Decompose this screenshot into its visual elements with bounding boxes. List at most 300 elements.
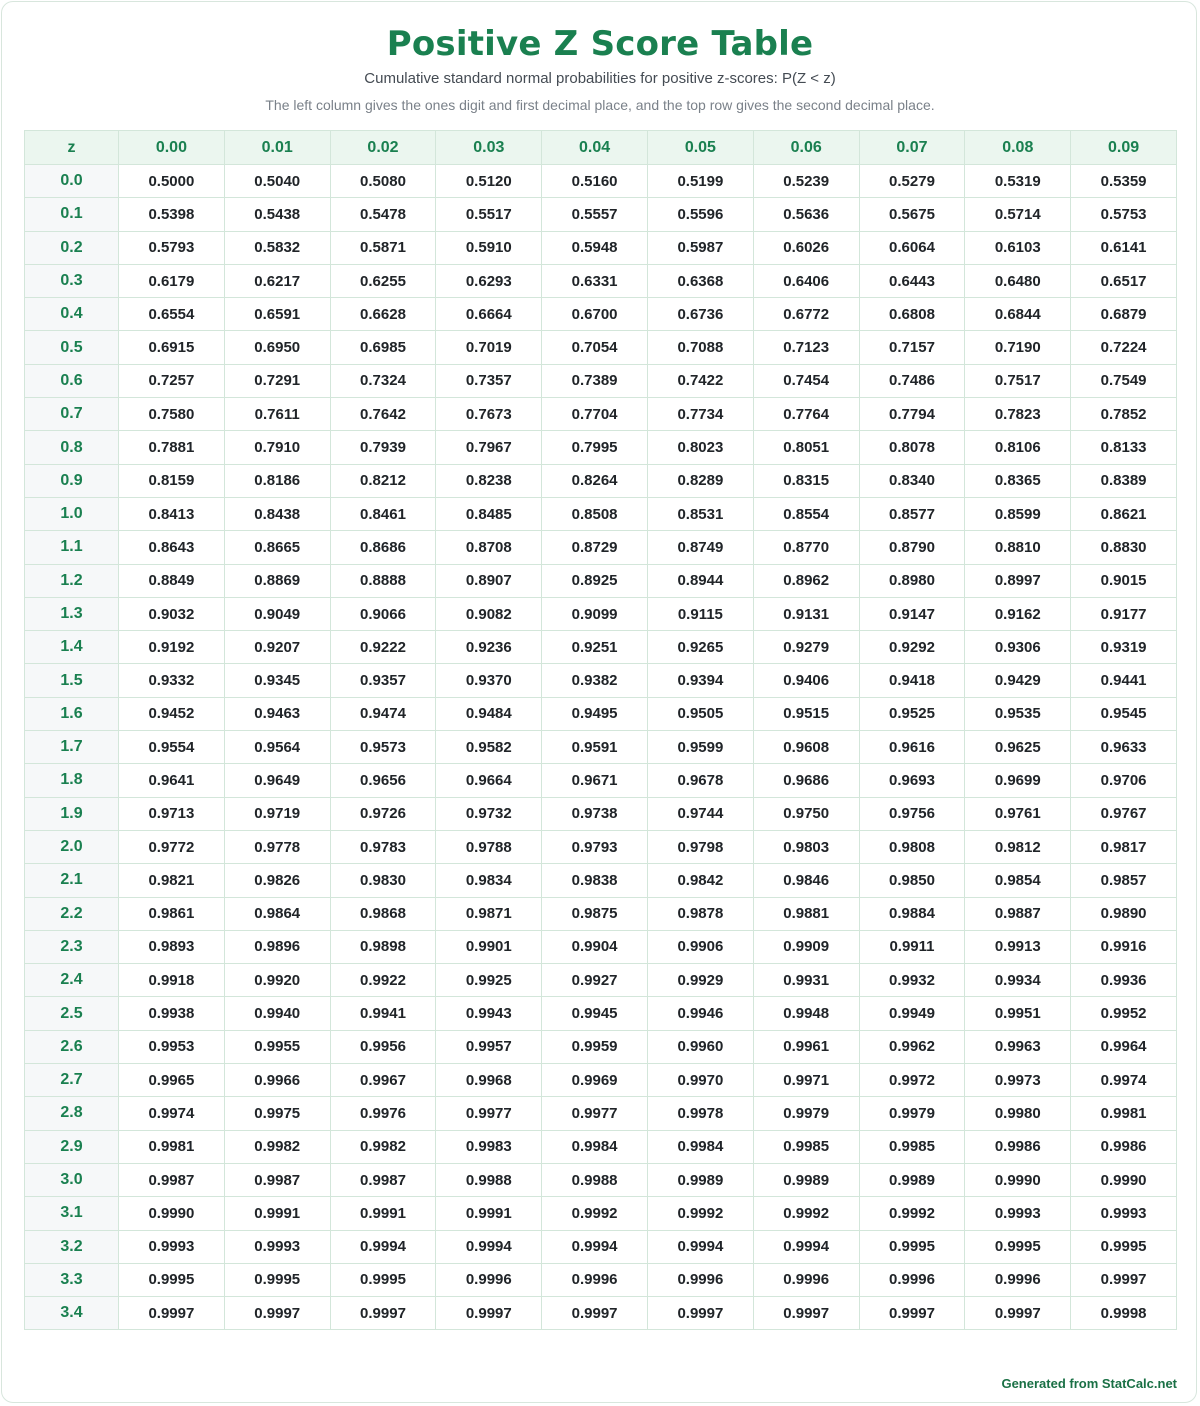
row-header-z: 0.8: [25, 431, 119, 464]
table-row: [25, 264, 1177, 297]
z-score-table: [24, 130, 1177, 1330]
probability-cell: 0.7939: [330, 431, 436, 464]
probability-cell: 0.8770: [753, 531, 859, 564]
probability-cell: 0.9887: [965, 897, 1071, 930]
probability-cell: 0.8554: [753, 497, 859, 530]
probability-cell: 0.7190: [965, 331, 1071, 364]
probability-cell: 0.9744: [647, 797, 753, 830]
table-row: [25, 564, 1177, 597]
corner-label: z: [25, 131, 119, 165]
probability-cell: 0.5080: [330, 165, 436, 198]
probability-cell: 0.9591: [542, 731, 648, 764]
table-row: [25, 497, 1177, 530]
probability-cell: 0.9936: [1071, 964, 1177, 997]
row-header-z: 2.8: [25, 1097, 119, 1130]
probability-cell: 0.9767: [1071, 797, 1177, 830]
probability-cell: 0.9535: [965, 697, 1071, 730]
probability-cell: 0.9306: [965, 631, 1071, 664]
probability-cell: 0.9292: [859, 631, 965, 664]
probability-cell: 0.7673: [436, 398, 542, 431]
probability-cell: 0.9993: [224, 1230, 330, 1263]
probability-cell: 0.9901: [436, 930, 542, 963]
probability-cell: 0.9864: [224, 897, 330, 930]
probability-cell: 0.8686: [330, 531, 436, 564]
probability-cell: 0.6141: [1071, 231, 1177, 264]
probability-cell: 0.9846: [753, 864, 859, 897]
probability-cell: 0.9969: [542, 1064, 648, 1097]
probability-cell: 0.7967: [436, 431, 542, 464]
probability-cell: 0.6368: [647, 264, 753, 297]
table-row: [25, 464, 1177, 497]
probability-cell: 0.5714: [965, 198, 1071, 231]
probability-cell: 0.7580: [119, 398, 225, 431]
probability-cell: 0.5793: [119, 231, 225, 264]
probability-cell: 0.9971: [753, 1064, 859, 1097]
probability-cell: 0.9656: [330, 764, 436, 797]
probability-cell: 0.9986: [1071, 1130, 1177, 1163]
probability-cell: 0.6844: [965, 298, 1071, 331]
table-row: [25, 198, 1177, 231]
probability-cell: 0.9996: [753, 1263, 859, 1296]
row-header-z: 2.0: [25, 830, 119, 863]
probability-cell: 0.9756: [859, 797, 965, 830]
row-header-z: 2.7: [25, 1064, 119, 1097]
probability-cell: 0.9990: [1071, 1163, 1177, 1196]
probability-cell: 0.8289: [647, 464, 753, 497]
probability-cell: 0.9515: [753, 697, 859, 730]
probability-cell: 0.8643: [119, 531, 225, 564]
probability-cell: 0.9474: [330, 697, 436, 730]
probability-cell: 0.9641: [119, 764, 225, 797]
probability-cell: 0.9927: [542, 964, 648, 997]
probability-cell: 0.9993: [119, 1230, 225, 1263]
probability-cell: 0.9995: [330, 1263, 436, 1296]
probability-cell: 0.9505: [647, 697, 753, 730]
row-header-z: 1.1: [25, 531, 119, 564]
table-instructions: The left column gives the ones digit and first decimal place, and the top row gives the second decimal place.: [265, 97, 935, 113]
probability-cell: 0.9992: [859, 1197, 965, 1230]
probability-cell: 0.9222: [330, 631, 436, 664]
probability-cell: 0.9991: [330, 1197, 436, 1230]
table-row: [25, 1297, 1177, 1330]
probability-cell: 0.9842: [647, 864, 753, 897]
table-row: [25, 298, 1177, 331]
probability-cell: 0.9826: [224, 864, 330, 897]
probability-cell: 0.9957: [436, 1030, 542, 1063]
probability-cell: 0.9931: [753, 964, 859, 997]
probability-cell: 0.9545: [1071, 697, 1177, 730]
probability-cell: 0.9982: [330, 1130, 436, 1163]
probability-cell: 0.9943: [436, 997, 542, 1030]
probability-cell: 0.9854: [965, 864, 1071, 897]
row-header-z: 1.2: [25, 564, 119, 597]
probability-cell: 0.5948: [542, 231, 648, 264]
probability-cell: 0.8980: [859, 564, 965, 597]
row-header-z: 1.4: [25, 631, 119, 664]
probability-cell: 0.9997: [224, 1297, 330, 1330]
probability-cell: 0.8869: [224, 564, 330, 597]
probability-cell: 0.9997: [859, 1297, 965, 1330]
probability-cell: 0.9987: [330, 1163, 436, 1196]
probability-cell: 0.9964: [1071, 1030, 1177, 1063]
probability-cell: 0.8078: [859, 431, 965, 464]
probability-cell: 0.9991: [436, 1197, 542, 1230]
probability-cell: 0.9699: [965, 764, 1071, 797]
table-row: [25, 431, 1177, 464]
probability-cell: 0.7123: [753, 331, 859, 364]
probability-cell: 0.9830: [330, 864, 436, 897]
probability-cell: 0.9664: [436, 764, 542, 797]
footer-credit: Generated from StatCalc.net: [1001, 1376, 1177, 1391]
probability-cell: 0.8577: [859, 497, 965, 530]
row-header-z: 0.5: [25, 331, 119, 364]
probability-cell: 0.9633: [1071, 731, 1177, 764]
probability-cell: 0.9898: [330, 930, 436, 963]
probability-cell: 0.8413: [119, 497, 225, 530]
probability-cell: 0.9966: [224, 1064, 330, 1097]
row-header-z: 1.3: [25, 597, 119, 630]
probability-cell: 0.9941: [330, 997, 436, 1030]
probability-cell: 0.9573: [330, 731, 436, 764]
probability-cell: 0.9463: [224, 697, 330, 730]
probability-cell: 0.9990: [965, 1163, 1071, 1196]
table-header-row: [25, 131, 1177, 165]
probability-cell: 0.9994: [753, 1230, 859, 1263]
probability-cell: 0.8389: [1071, 464, 1177, 497]
row-header-z: 1.9: [25, 797, 119, 830]
probability-cell: 0.9732: [436, 797, 542, 830]
probability-cell: 0.9871: [436, 897, 542, 930]
probability-cell: 0.8621: [1071, 497, 1177, 530]
probability-cell: 0.6217: [224, 264, 330, 297]
probability-cell: 0.6103: [965, 231, 1071, 264]
probability-cell: 0.7611: [224, 398, 330, 431]
probability-cell: 0.9357: [330, 664, 436, 697]
table-row: [25, 165, 1177, 198]
probability-cell: 0.9429: [965, 664, 1071, 697]
probability-cell: 0.5398: [119, 198, 225, 231]
probability-cell: 0.9554: [119, 731, 225, 764]
probability-cell: 0.9452: [119, 697, 225, 730]
probability-cell: 0.9938: [119, 997, 225, 1030]
table-row: [25, 398, 1177, 431]
probability-cell: 0.9913: [965, 930, 1071, 963]
probability-cell: 0.7224: [1071, 331, 1177, 364]
probability-cell: 0.6628: [330, 298, 436, 331]
probability-cell: 0.7088: [647, 331, 753, 364]
probability-cell: 0.5319: [965, 165, 1071, 198]
probability-cell: 0.9925: [436, 964, 542, 997]
probability-cell: 0.9319: [1071, 631, 1177, 664]
table-row: [25, 797, 1177, 830]
row-header-z: 1.6: [25, 697, 119, 730]
probability-cell: 0.7157: [859, 331, 965, 364]
probability-cell: 0.9162: [965, 597, 1071, 630]
probability-cell: 0.8849: [119, 564, 225, 597]
probability-cell: 0.9972: [859, 1064, 965, 1097]
probability-cell: 0.9875: [542, 897, 648, 930]
probability-cell: 0.8925: [542, 564, 648, 597]
probability-cell: 0.9993: [1071, 1197, 1177, 1230]
table-row: [25, 930, 1177, 963]
probability-cell: 0.8997: [965, 564, 1071, 597]
probability-cell: 0.9978: [647, 1097, 753, 1130]
probability-cell: 0.9997: [1071, 1263, 1177, 1296]
probability-cell: 0.9207: [224, 631, 330, 664]
probability-cell: 0.9951: [965, 997, 1071, 1030]
probability-cell: 0.7995: [542, 431, 648, 464]
probability-cell: 0.6554: [119, 298, 225, 331]
probability-cell: 0.8106: [965, 431, 1071, 464]
probability-cell: 0.5910: [436, 231, 542, 264]
probability-cell: 0.9406: [753, 664, 859, 697]
probability-cell: 0.7734: [647, 398, 753, 431]
probability-cell: 0.9932: [859, 964, 965, 997]
probability-cell: 0.9015: [1071, 564, 1177, 597]
probability-cell: 0.9967: [330, 1064, 436, 1097]
probability-cell: 0.9945: [542, 997, 648, 1030]
probability-cell: 0.9599: [647, 731, 753, 764]
probability-cell: 0.9671: [542, 764, 648, 797]
probability-cell: 0.8729: [542, 531, 648, 564]
probability-cell: 0.5279: [859, 165, 965, 198]
probability-cell: 0.9911: [859, 930, 965, 963]
probability-cell: 0.7881: [119, 431, 225, 464]
probability-cell: 0.9032: [119, 597, 225, 630]
probability-cell: 0.7454: [753, 364, 859, 397]
row-header-z: 1.0: [25, 497, 119, 530]
probability-cell: 0.5557: [542, 198, 648, 231]
probability-cell: 0.6772: [753, 298, 859, 331]
probability-cell: 0.9995: [119, 1263, 225, 1296]
probability-cell: 0.8023: [647, 431, 753, 464]
probability-cell: 0.8461: [330, 497, 436, 530]
probability-cell: 0.9265: [647, 631, 753, 664]
probability-cell: 0.9977: [436, 1097, 542, 1130]
probability-cell: 0.8531: [647, 497, 753, 530]
probability-cell: 0.9961: [753, 1030, 859, 1063]
row-header-z: 0.1: [25, 198, 119, 231]
probability-cell: 0.9970: [647, 1064, 753, 1097]
row-header-z: 2.9: [25, 1130, 119, 1163]
probability-cell: 0.9987: [224, 1163, 330, 1196]
probability-cell: 0.7517: [965, 364, 1071, 397]
probability-cell: 0.9370: [436, 664, 542, 697]
probability-cell: 0.9890: [1071, 897, 1177, 930]
probability-cell: 0.6985: [330, 331, 436, 364]
probability-cell: 0.9778: [224, 830, 330, 863]
probability-cell: 0.8708: [436, 531, 542, 564]
probability-cell: 0.7257: [119, 364, 225, 397]
probability-cell: 0.9934: [965, 964, 1071, 997]
probability-cell: 0.8159: [119, 464, 225, 497]
probability-cell: 0.6480: [965, 264, 1071, 297]
column-header: 0.04: [542, 131, 648, 165]
probability-cell: 0.5040: [224, 165, 330, 198]
probability-cell: 0.9693: [859, 764, 965, 797]
probability-cell: 0.5871: [330, 231, 436, 264]
probability-cell: 0.8810: [965, 531, 1071, 564]
probability-cell: 0.9992: [647, 1197, 753, 1230]
probability-cell: 0.9772: [119, 830, 225, 863]
probability-cell: 0.9988: [436, 1163, 542, 1196]
probability-cell: 0.5438: [224, 198, 330, 231]
probability-cell: 0.9997: [119, 1297, 225, 1330]
probability-cell: 0.9147: [859, 597, 965, 630]
probability-cell: 0.9979: [859, 1097, 965, 1130]
table-row: [25, 697, 1177, 730]
row-header-z: 0.9: [25, 464, 119, 497]
probability-cell: 0.8264: [542, 464, 648, 497]
probability-cell: 0.9878: [647, 897, 753, 930]
probability-cell: 0.9616: [859, 731, 965, 764]
probability-cell: 0.6026: [753, 231, 859, 264]
probability-cell: 0.6064: [859, 231, 965, 264]
table-row: [25, 597, 1177, 630]
probability-cell: 0.7054: [542, 331, 648, 364]
probability-cell: 0.5160: [542, 165, 648, 198]
probability-cell: 0.9918: [119, 964, 225, 997]
probability-cell: 0.9997: [436, 1297, 542, 1330]
probability-cell: 0.7324: [330, 364, 436, 397]
column-header: 0.07: [859, 131, 965, 165]
probability-cell: 0.7794: [859, 398, 965, 431]
probability-cell: 0.6950: [224, 331, 330, 364]
probability-cell: 0.9988: [542, 1163, 648, 1196]
row-header-z: 2.4: [25, 964, 119, 997]
probability-cell: 0.9982: [224, 1130, 330, 1163]
probability-cell: 0.5675: [859, 198, 965, 231]
page-subtitle: Cumulative standard normal probabilities for positive z-scores: P(Z < z): [364, 70, 836, 87]
probability-cell: 0.9706: [1071, 764, 1177, 797]
probability-cell: 0.5987: [647, 231, 753, 264]
probability-cell: 0.9922: [330, 964, 436, 997]
probability-cell: 0.9983: [436, 1130, 542, 1163]
probability-cell: 0.9066: [330, 597, 436, 630]
column-header: 0.00: [119, 131, 225, 165]
probability-cell: 0.8888: [330, 564, 436, 597]
probability-cell: 0.9838: [542, 864, 648, 897]
probability-cell: 0.9783: [330, 830, 436, 863]
row-header-z: 3.4: [25, 1297, 119, 1330]
probability-cell: 0.9713: [119, 797, 225, 830]
probability-cell: 0.9997: [330, 1297, 436, 1330]
probability-cell: 0.9968: [436, 1064, 542, 1097]
probability-cell: 0.5359: [1071, 165, 1177, 198]
probability-cell: 0.9997: [965, 1297, 1071, 1330]
probability-cell: 0.9131: [753, 597, 859, 630]
probability-cell: 0.9788: [436, 830, 542, 863]
row-header-z: 2.3: [25, 930, 119, 963]
probability-cell: 0.9995: [859, 1230, 965, 1263]
row-header-z: 0.6: [25, 364, 119, 397]
row-header-z: 0.3: [25, 264, 119, 297]
column-header: 0.02: [330, 131, 436, 165]
probability-cell: 0.8830: [1071, 531, 1177, 564]
probability-cell: 0.9959: [542, 1030, 648, 1063]
probability-cell: 0.9649: [224, 764, 330, 797]
probability-cell: 0.9850: [859, 864, 965, 897]
probability-cell: 0.7549: [1071, 364, 1177, 397]
row-header-z: 2.6: [25, 1030, 119, 1063]
column-header: 0.01: [224, 131, 330, 165]
probability-cell: 0.9986: [965, 1130, 1071, 1163]
probability-cell: 0.7852: [1071, 398, 1177, 431]
probability-cell: 0.9989: [753, 1163, 859, 1196]
column-header: 0.09: [1071, 131, 1177, 165]
probability-cell: 0.9884: [859, 897, 965, 930]
probability-cell: 0.9984: [542, 1130, 648, 1163]
probability-cell: 0.7910: [224, 431, 330, 464]
probability-cell: 0.9996: [859, 1263, 965, 1296]
row-header-z: 0.0: [25, 165, 119, 198]
probability-cell: 0.7704: [542, 398, 648, 431]
table-row: [25, 1230, 1177, 1263]
probability-cell: 0.7422: [647, 364, 753, 397]
probability-cell: 0.8238: [436, 464, 542, 497]
probability-cell: 0.9920: [224, 964, 330, 997]
probability-cell: 0.9177: [1071, 597, 1177, 630]
probability-cell: 0.9976: [330, 1097, 436, 1130]
probability-cell: 0.9817: [1071, 830, 1177, 863]
probability-cell: 0.9236: [436, 631, 542, 664]
probability-cell: 0.9082: [436, 597, 542, 630]
probability-cell: 0.9906: [647, 930, 753, 963]
probability-cell: 0.5753: [1071, 198, 1177, 231]
table-row: [25, 1163, 1177, 1196]
probability-cell: 0.8133: [1071, 431, 1177, 464]
probability-cell: 0.8962: [753, 564, 859, 597]
table-row: [25, 864, 1177, 897]
probability-cell: 0.6255: [330, 264, 436, 297]
probability-cell: 0.7357: [436, 364, 542, 397]
probability-cell: 0.6700: [542, 298, 648, 331]
probability-cell: 0.7642: [330, 398, 436, 431]
probability-cell: 0.9251: [542, 631, 648, 664]
probability-cell: 0.7823: [965, 398, 1071, 431]
table-body: [25, 165, 1177, 1330]
table-row: [25, 364, 1177, 397]
table-row: [25, 531, 1177, 564]
probability-cell: 0.9940: [224, 997, 330, 1030]
probability-cell: 0.8944: [647, 564, 753, 597]
probability-cell: 0.9929: [647, 964, 753, 997]
probability-cell: 0.9418: [859, 664, 965, 697]
row-header-z: 1.8: [25, 764, 119, 797]
probability-cell: 0.9997: [753, 1297, 859, 1330]
table-row: [25, 1030, 1177, 1063]
table-row: [25, 231, 1177, 264]
probability-cell: 0.9279: [753, 631, 859, 664]
probability-cell: 0.9949: [859, 997, 965, 1030]
probability-cell: 0.9868: [330, 897, 436, 930]
probability-cell: 0.9881: [753, 897, 859, 930]
probability-cell: 0.9977: [542, 1097, 648, 1130]
probability-cell: 0.7291: [224, 364, 330, 397]
table-row: [25, 997, 1177, 1030]
probability-cell: 0.9993: [965, 1197, 1071, 1230]
probability-cell: 0.6915: [119, 331, 225, 364]
probability-cell: 0.9495: [542, 697, 648, 730]
probability-cell: 0.7389: [542, 364, 648, 397]
row-header-z: 3.1: [25, 1197, 119, 1230]
column-header: 0.03: [436, 131, 542, 165]
probability-cell: 0.6293: [436, 264, 542, 297]
probability-cell: 0.9115: [647, 597, 753, 630]
probability-cell: 0.9678: [647, 764, 753, 797]
probability-cell: 0.9793: [542, 830, 648, 863]
row-header-z: 2.1: [25, 864, 119, 897]
